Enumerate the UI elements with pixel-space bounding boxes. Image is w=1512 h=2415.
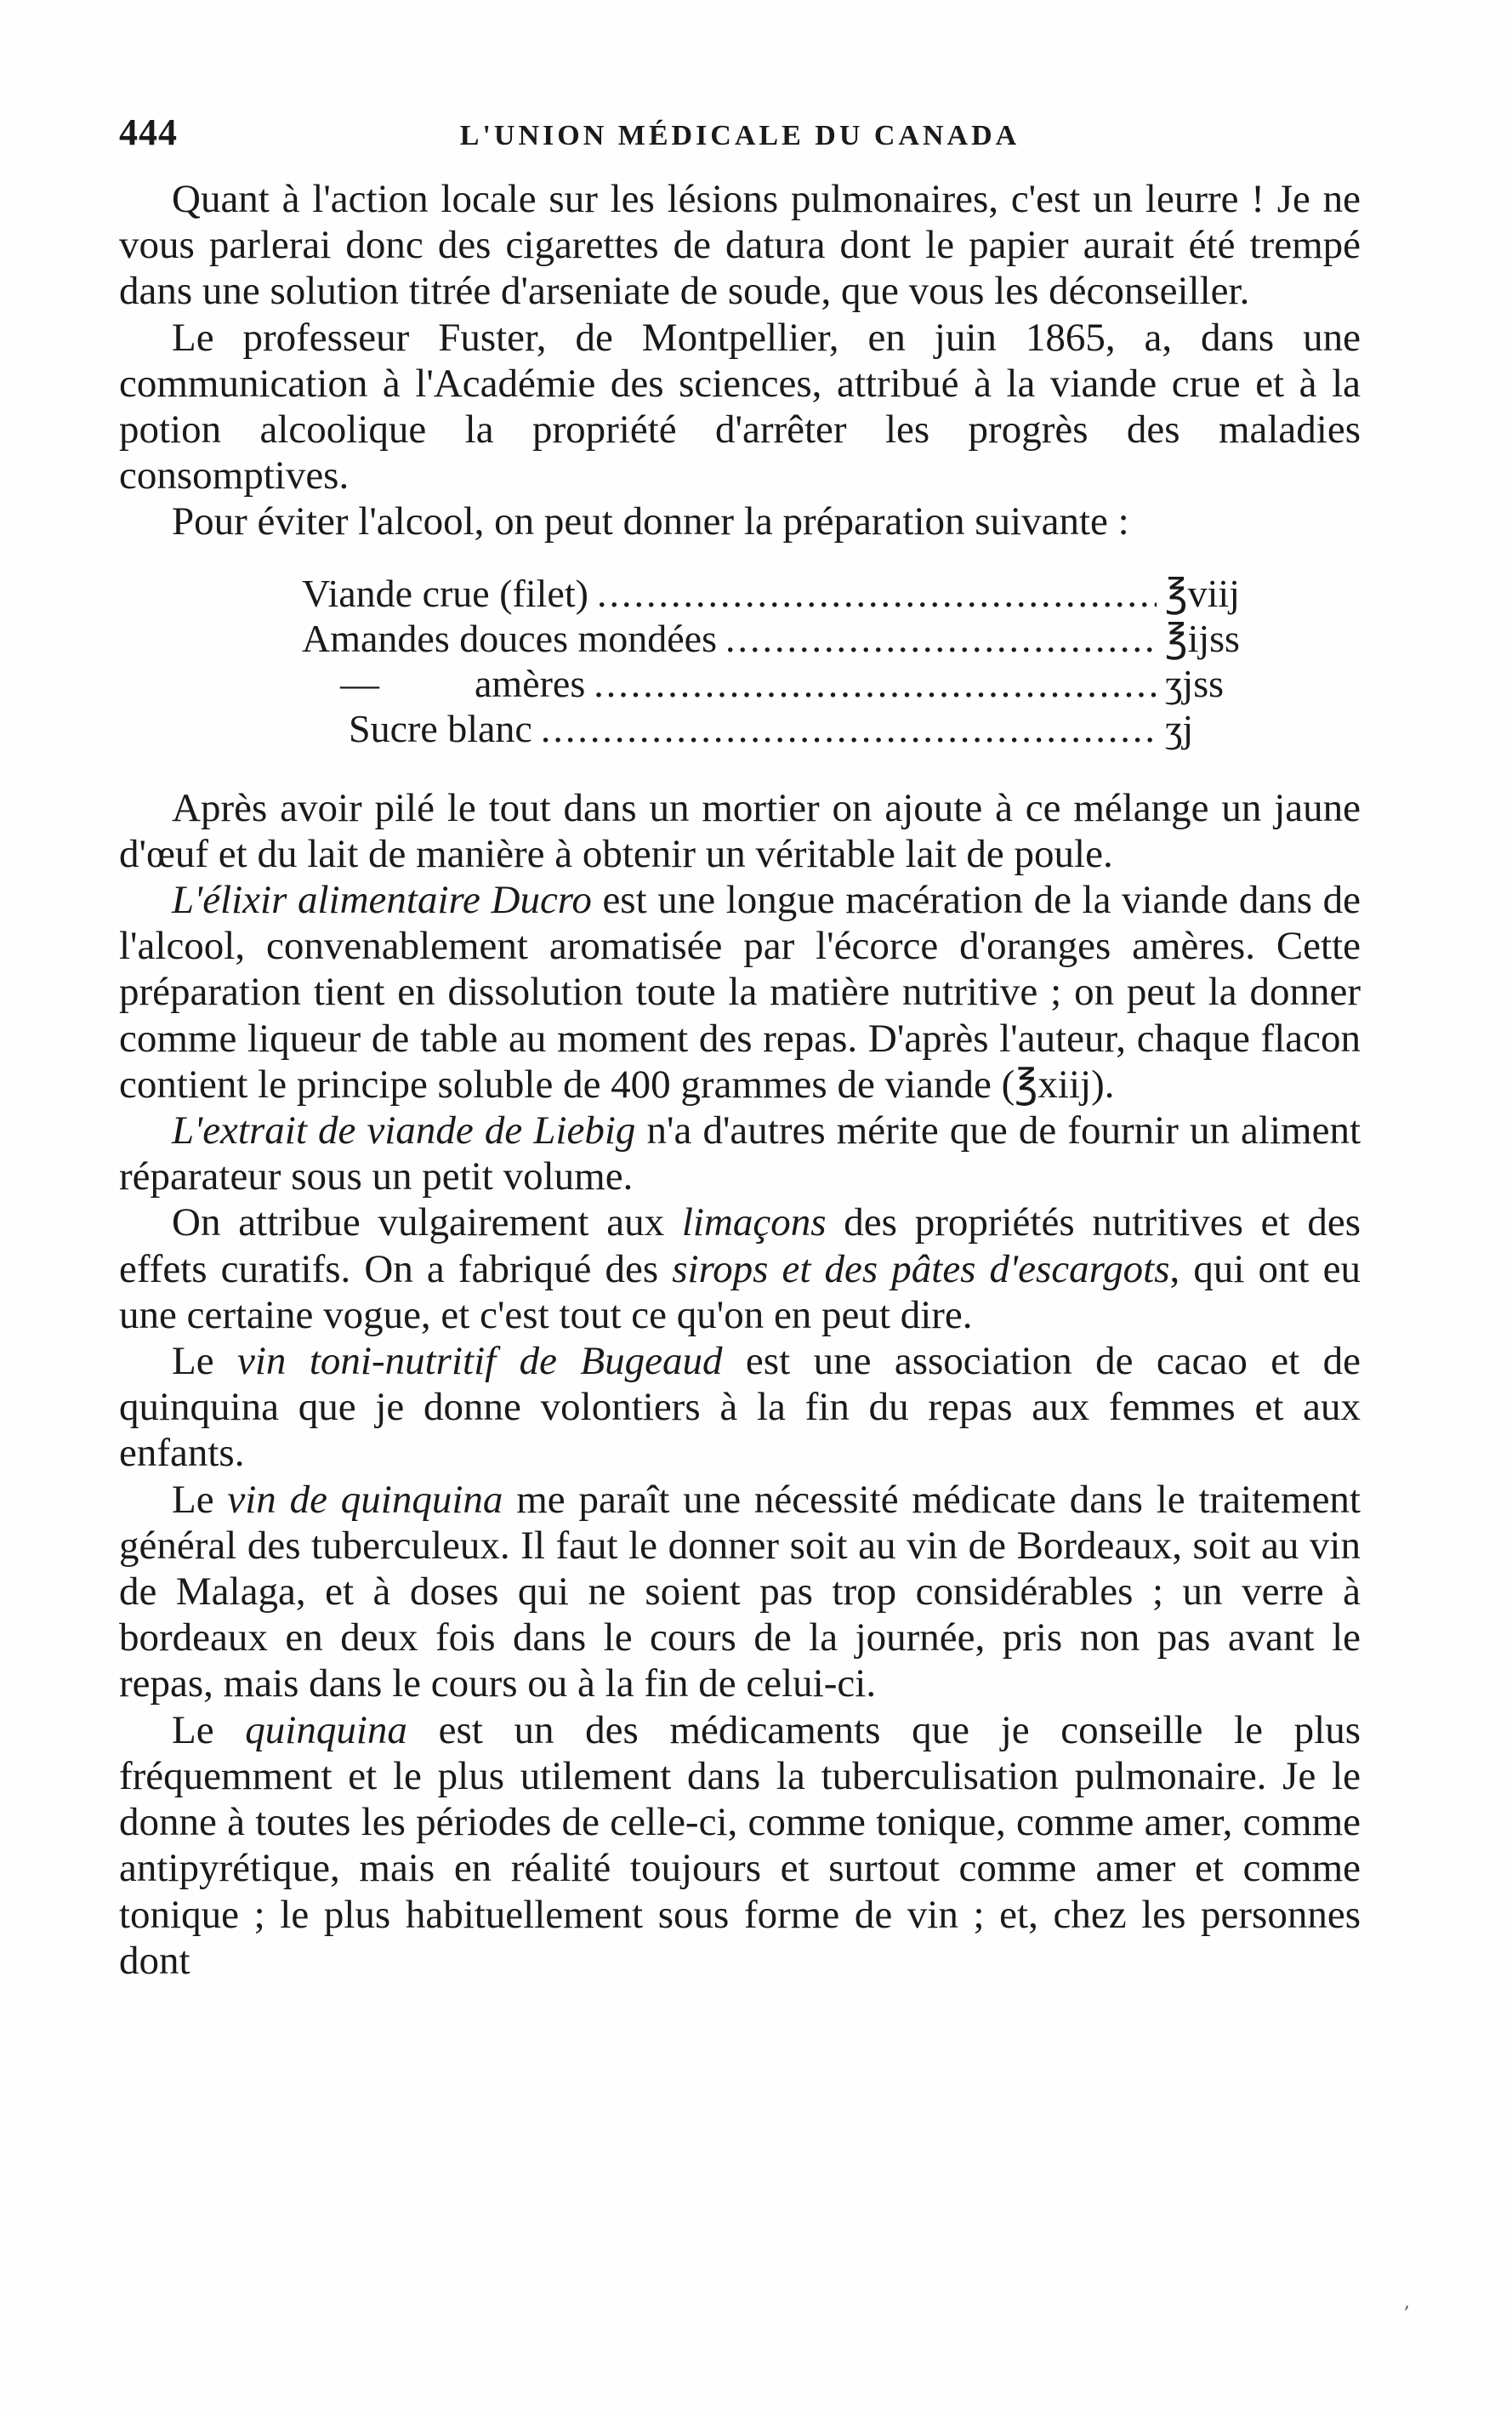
formula-row xyxy=(302,571,1276,616)
leader-dots xyxy=(597,571,1157,616)
formula-ingredient: Viande crue (filet) xyxy=(302,571,588,615)
leader-dots xyxy=(541,706,1157,751)
text-run: est une longue macération de la viande dans de l'alcool, convenablement aromatisée par l'écorce d'oranges amères. Cette préparation tient en dissolution toute la matière nutritive ; on peut la donner comme liqueur de table au moment des repas. D'après l'auteur, chaque flacon contient le principe soluble de 400 grammes de viande (℥xiij). xyxy=(119,878,1361,1107)
paragraph-p4 xyxy=(119,785,1361,877)
formula-row xyxy=(302,616,1276,661)
formula-quantity: ℥viij xyxy=(1165,571,1240,615)
page-header xyxy=(119,111,1361,154)
text-run: Quant à l'action locale sur les lésions pulmonaires, c'est un leurre ! Je ne vous parlerai donc des cigarettes de datura dont le papier aurait été trempé dans une solution titrée d'arseniate de soude, que vous les déconseiller. xyxy=(119,177,1361,314)
paragraph-p3 xyxy=(119,498,1361,544)
paragraph-p1 xyxy=(119,176,1361,315)
formula-quantity: ʒj xyxy=(1165,706,1194,750)
text-run: Le professeur Fuster, de Montpellier, en juin 1865, a, dans une communication à l'Académie des sciences, attribué à la viande crue et à la potion alcoolique la propriété d'arrêter les progrès des maladies consomptives. xyxy=(119,315,1361,498)
recipe-formula xyxy=(119,571,1361,751)
paragraph-p7 xyxy=(119,1199,1361,1338)
italic-text: quinquina xyxy=(245,1707,407,1752)
formula-quantity: ʒjss xyxy=(1165,661,1224,705)
text-run: des propriétés nutritives et des effets curatifs. On a fabriqué des xyxy=(119,1200,1361,1291)
leader-dots xyxy=(594,661,1157,706)
formula-ingredient: Sucre blanc xyxy=(349,706,532,750)
ingredient-name: amères xyxy=(475,661,586,705)
formula-ingredient xyxy=(302,661,585,706)
page-number: 444 xyxy=(119,111,178,153)
italic-text: L'élixir alimentaire Ducro xyxy=(172,878,592,923)
italic-text: limaçons xyxy=(681,1200,827,1245)
text-run: Pour éviter l'alcool, on peut donner la préparation suivante : xyxy=(172,499,1129,544)
italic-text: vin toni-nutritif de Bugeaud xyxy=(237,1339,723,1384)
italic-text: vin de quinquina xyxy=(227,1477,503,1522)
stray-mark: , xyxy=(1404,2292,1410,2313)
italic-text: L'extrait de viande de Liebig xyxy=(172,1108,636,1153)
paragraph-p6 xyxy=(119,1108,1361,1199)
formula-ingredient: Amandes douces mondées xyxy=(302,616,717,660)
paragraph-p10 xyxy=(119,1707,1361,1984)
text-run: On attribue vulgairement aux xyxy=(172,1200,682,1245)
running-title: L'UNION MÉDICALE DU CANADA xyxy=(459,120,1020,151)
text-run: Après avoir pilé le tout dans un mortier on ajoute à ce mélange un jaune d'œuf et du lait de manière à obtenir un véritable lait de poule. xyxy=(119,785,1361,876)
paragraphs-after-formula xyxy=(119,785,1361,1984)
text-run: , qui ont eu une certaine vogue, et c'est tout ce qu'on en peut dire. xyxy=(119,1246,1361,1337)
paragraph-p2 xyxy=(119,315,1361,499)
page xyxy=(119,111,1361,1984)
text-run: est un des médicaments que je conseille le plus fréquemment et le plus utilement dans la tuberculisation pulmonaire. Je le donne à toutes les périodes de celle-ci, comme tonique, comme amer, comme antipyrétique, mais en réalité toujours et surtout comme amer et comme tonique ; le plus habituellement sous forme de vin ; et, chez les personnes dont xyxy=(119,1707,1361,1983)
leader-dots xyxy=(725,616,1157,661)
text-run: me paraît une nécessité médicate dans le traitement général des tuberculeux. Il faut le donner soit au vin de Bordeaux, soit au vin de Malaga, et à doses qui ne soient pas trop considérables ; un verre à bordeaux en deux fois dans le cours de la journée, pris non pas avant le repas, mais dans le cours ou à la fin de celui-ci. xyxy=(119,1477,1361,1706)
text-run: Le xyxy=(172,1707,246,1752)
paragraph-p5 xyxy=(119,877,1361,1108)
text-run: Le xyxy=(172,1477,228,1522)
italic-text: sirops et des pâtes d'escargots xyxy=(672,1246,1170,1291)
text-run: n'a d'autres mérite que de fournir un aliment réparateur sous un petit volume. xyxy=(119,1108,1361,1199)
text-run: Le xyxy=(172,1339,237,1384)
paragraphs-before-formula xyxy=(119,176,1361,545)
article-body xyxy=(119,176,1361,1984)
formula-row xyxy=(302,661,1276,706)
paragraph-p8 xyxy=(119,1338,1361,1477)
text-run: est une association de cacao et de quinquina que je donne volontiers à la fin du repas aux femmes et aux enfants. xyxy=(119,1339,1361,1476)
paragraph-p9 xyxy=(119,1477,1361,1707)
ditto-dash: — xyxy=(340,661,379,705)
formula-row xyxy=(302,706,1276,751)
formula-quantity: ℥ijss xyxy=(1165,616,1240,660)
